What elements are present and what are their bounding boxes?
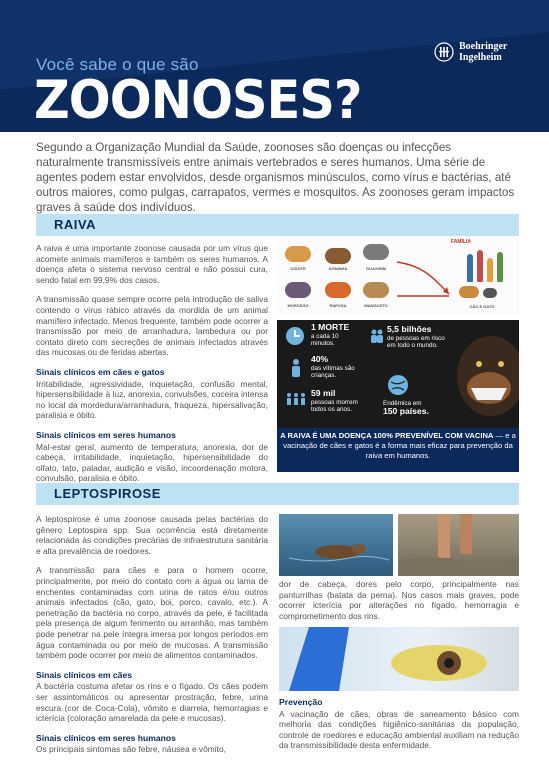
- clock-icon: [285, 326, 305, 346]
- animal-label-guaxinim: GUAXINIM: [366, 266, 386, 271]
- stat-deaths-rate-label: a cada 10 minutos.: [311, 332, 339, 347]
- transmission-illustration: [277, 236, 519, 314]
- section-title-raiva: RAIVA: [54, 217, 96, 232]
- section-bar-leptospirose: [36, 483, 519, 505]
- lepto-dogs-heading: Sinais clínicos em cães: [36, 669, 133, 680]
- stat-children-label: das vítimas são crianças.: [311, 364, 355, 379]
- legs-in-water-icon: [398, 514, 519, 576]
- prevention-heading: Prevenção: [279, 697, 323, 707]
- crowd-icon: [285, 392, 307, 406]
- jaundice-eye-photo: [279, 627, 519, 691]
- raiva-humans-text: Mal-estar geral, aumento de temperatura, anorexia, dor de cabeça, irritabilidade, inquietação, hipersensibilidade do olfato, tato, paladar, audição e visão, incoordenação motora, convulsão, paralisia e óbito.: [36, 441, 268, 484]
- vaccine-callout-bold: A RAIVA É UMA DOENÇA 100% PREVENÍVEL COM VACINA: [280, 431, 494, 440]
- person-icon: [467, 254, 473, 282]
- fox-icon: [325, 282, 351, 298]
- flood-water-photo: [398, 514, 519, 576]
- stat-endemic-label: Endêmica em: [383, 400, 422, 407]
- child-icon: [289, 358, 303, 378]
- logo-line2: Ingelheim: [459, 52, 502, 63]
- raiva-paragraph-1: A raiva é uma importante zoonose causada por um vírus que acomete animais mamíferos e também os seres humanos. A doença afeta o sistema nervoso central e não possui cura, sendo fatal em 99,9% dos casos.: [36, 243, 268, 285]
- prevention-block: [279, 697, 519, 760]
- raiva-humans-heading: Sinais clínicos em seres humanos: [36, 429, 176, 440]
- raiva-dogs-heading: Sinais clínicos em cães e gatos: [36, 366, 165, 377]
- intro-paragraph: Segundo a Organização Mundial da Saúde, zoonoses são doenças ou infecções naturalmente transmissíveis entre animais vertebrados e seres humanos. Uma série de agentes podem estar envolvidos, desde organismos minúsculos, como vírus e bactérias, até outros maiores, como pulgas, carrapatos, vermes e mosquitos. As zoonoses geram impactos graves à saúde dos indivíduos.: [36, 141, 515, 214]
- animal-label-cao-gato: CÃO E GATO: [469, 304, 495, 309]
- stat-children-value: 40%: [311, 354, 329, 364]
- stat-deaths-rate: [311, 324, 361, 348]
- animal-label-morcego: MORCEGO: [287, 303, 309, 308]
- arrow-icon: [395, 256, 453, 300]
- lepto-paragraph-1: A leptospirose é uma zoonose causada pelas bactérias do gênero Leptospira spp. Sua ocorrência está diretamente relacionada às condições precárias de infraestrutura sanitária e alta prevalência de roedores.: [36, 514, 268, 556]
- globe-icon: [387, 374, 409, 396]
- stat-yearly-deaths: [311, 390, 367, 414]
- stat-endemic-value: 150 países.: [383, 405, 429, 416]
- header-banner: [0, 0, 549, 132]
- stat-risk-value: 5,5 bilhões: [387, 324, 432, 334]
- person-icon: [487, 258, 493, 282]
- lepto-humans-heading: Sinais clínicos em seres humanos: [36, 732, 176, 743]
- stat-deaths-rate-value: 1 MORTE: [311, 322, 350, 332]
- logo-line1: Boehringer: [459, 41, 508, 52]
- lepto-right-text: dor de cabeça, dores pelo corpo, principalmente nas panturrilhas (batata da perna). Nos casos mais graves, pode ocorrer icterícia por alterações no fígado, hemorragia e comprometimento dos rins.: [279, 579, 519, 621]
- family-label: FAMÍLIA: [451, 239, 471, 245]
- rat-in-water-photo: [279, 514, 393, 576]
- vaccine-callout-text: — e a vacinação de cães e gatos é a forma mais eficaz para prevenção da raiva em humanos.: [283, 431, 516, 460]
- raiva-text-column: [36, 243, 268, 493]
- boehringer-logo: [434, 40, 534, 66]
- stat-risk: [387, 326, 447, 350]
- vaccine-callout: [277, 428, 519, 472]
- rat-icon: [279, 514, 393, 576]
- lepto-dogs-text: A bactéria costuma afetar os rins e o fígado. Os cães podem ser assintomáticos ou apresentar prostração, febre, urina escura (cor de Coca-Cola), vômito e diarreia, hemorragias e icterícia (coloração amarelada da pele e mucosas).: [36, 681, 268, 724]
- people-icon: [369, 328, 385, 344]
- raiva-dogs-text: Irritabilidade, agressividade, inquietação, confusão mental, hipersensibilidade à luz, anorexia, convulsões, coceira intensa no local da mordedura/arranhadura, fraqueza, hipersalivação, paralisia e óbito.: [36, 378, 268, 421]
- mongoose-icon: [363, 282, 389, 298]
- section-title-leptospirose: LEPTOSPIROSE: [54, 486, 161, 501]
- stat-endemic: [383, 400, 451, 416]
- cat-icon: [483, 288, 497, 298]
- page-title: ZOONOSES?: [34, 70, 362, 131]
- angry-dog-image: [449, 326, 519, 422]
- rabies-stats-panel: [277, 320, 519, 428]
- stat-children: [311, 356, 361, 380]
- prevention-text: A vacinação de cães, obras de saneamento básico com melhoria das condições higiênico-sanitárias da população, controle de roedores e educação ambiental auxiliam na redução da transmissibilidade desta enfermidade.: [279, 708, 519, 751]
- coyote-icon: [285, 246, 311, 262]
- lepto-paragraph-2: A transmissão para cães e para o homem ocorre, principalmente, por meio do contato com a água ou lama de enchentes contaminadas com urina de ratos e/ou outros animais infectados (cão, gato, boi, porco, cavalo, etc.). A penetração da bactéria no corpo, através da pele, é facilitada pela presença de algum ferimento ou arranhão, mas também pode penetrar na pele íntegra imersa por longos períodos em água contaminada ou por meio de mucosas. A transmissão também pode ocorrer por meio de alimentos contaminados.: [36, 565, 268, 661]
- raiva-paragraph-2: A transmissão quase sempre ocorre pela introdução de saliva contendo o vírus rábico através da mordida de um animal mamífero infectado. Menos frequente, também pode ocorrer a transmissão por meio de arranhadura, lambedura ou por contato direto com secreções de animais infectados através das mucosas ou de feridas abertas.: [36, 294, 268, 358]
- logo-icon: [434, 42, 454, 62]
- animal-label-raposa: RAPOSA: [329, 303, 347, 308]
- animal-label-coiote: COIOTE: [290, 266, 306, 271]
- animal-label-mangusto: MANGUSTO: [364, 303, 388, 308]
- animal-label-doninha: DONINHA: [328, 266, 348, 271]
- weasel-icon: [325, 248, 351, 264]
- stat-risk-label: de pessoas em risco em todo o mundo.: [387, 334, 445, 349]
- person-icon: [497, 252, 503, 282]
- eye-icon: [279, 627, 519, 691]
- bat-icon: [285, 282, 311, 298]
- person-icon: [477, 250, 483, 282]
- stat-yearly-deaths-label: pessoas morrem todos os anos.: [311, 398, 358, 413]
- stat-yearly-deaths-value: 59 mil: [311, 388, 336, 398]
- lepto-text-column: [36, 514, 268, 764]
- raccoon-icon: [363, 244, 389, 260]
- lepto-humans-text: Os principais sintomas são febre, náusea e vômito,: [36, 744, 226, 755]
- section-bar-raiva: [36, 214, 519, 236]
- header-kicker: Você sabe o que são: [36, 55, 199, 74]
- logo-text: [459, 41, 507, 63]
- dog-icon: [459, 286, 479, 298]
